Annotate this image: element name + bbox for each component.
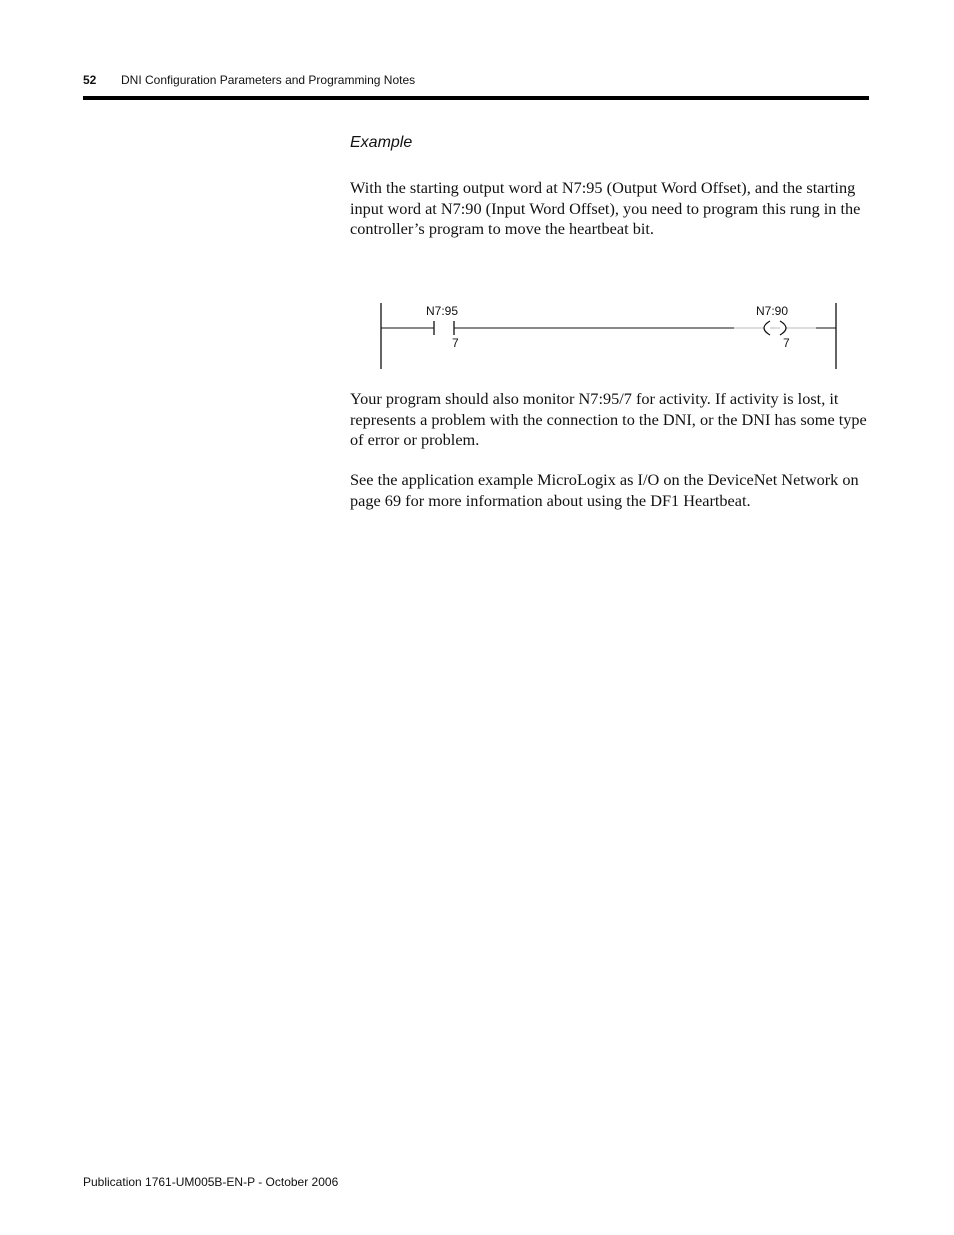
running-header-title: DNI Configuration Parameters and Programming Notes	[121, 73, 416, 87]
contact-address-label: N7:95	[426, 304, 459, 318]
coil-bit-label: 7	[783, 336, 790, 350]
paragraph-intro: With the starting output word at N7:95 (Output Word Offset), and the starting input word at N7:90 (Input Word Offset), you need to program this rung in the controller’s program to move the heartbeat bit.	[350, 178, 861, 238]
examine-if-closed-contact-icon	[434, 321, 454, 335]
ladder-rung-diagram	[370, 298, 850, 374]
contact-bit-label: 7	[452, 336, 459, 350]
paragraph-see-also: See the application example MicroLogix as I/O on the DeviceNet Network on page 69 for more information about using the DF1 Heartbeat.	[350, 470, 859, 510]
header-rule	[83, 96, 869, 100]
page-number: 52	[83, 73, 97, 87]
output-coil-icon	[734, 321, 816, 335]
section-subheading: Example	[350, 134, 413, 151]
coil-address-label: N7:90	[756, 304, 789, 318]
paragraph-monitor: Your program should also monitor N7:95/7 for activity. If activity is lost, it represents a problem with the connection to the DNI, or the DNI has some type of error or problem.	[350, 389, 867, 449]
footer-publication: Publication 1761-UM005B-EN-P - October 2006	[83, 1175, 339, 1189]
